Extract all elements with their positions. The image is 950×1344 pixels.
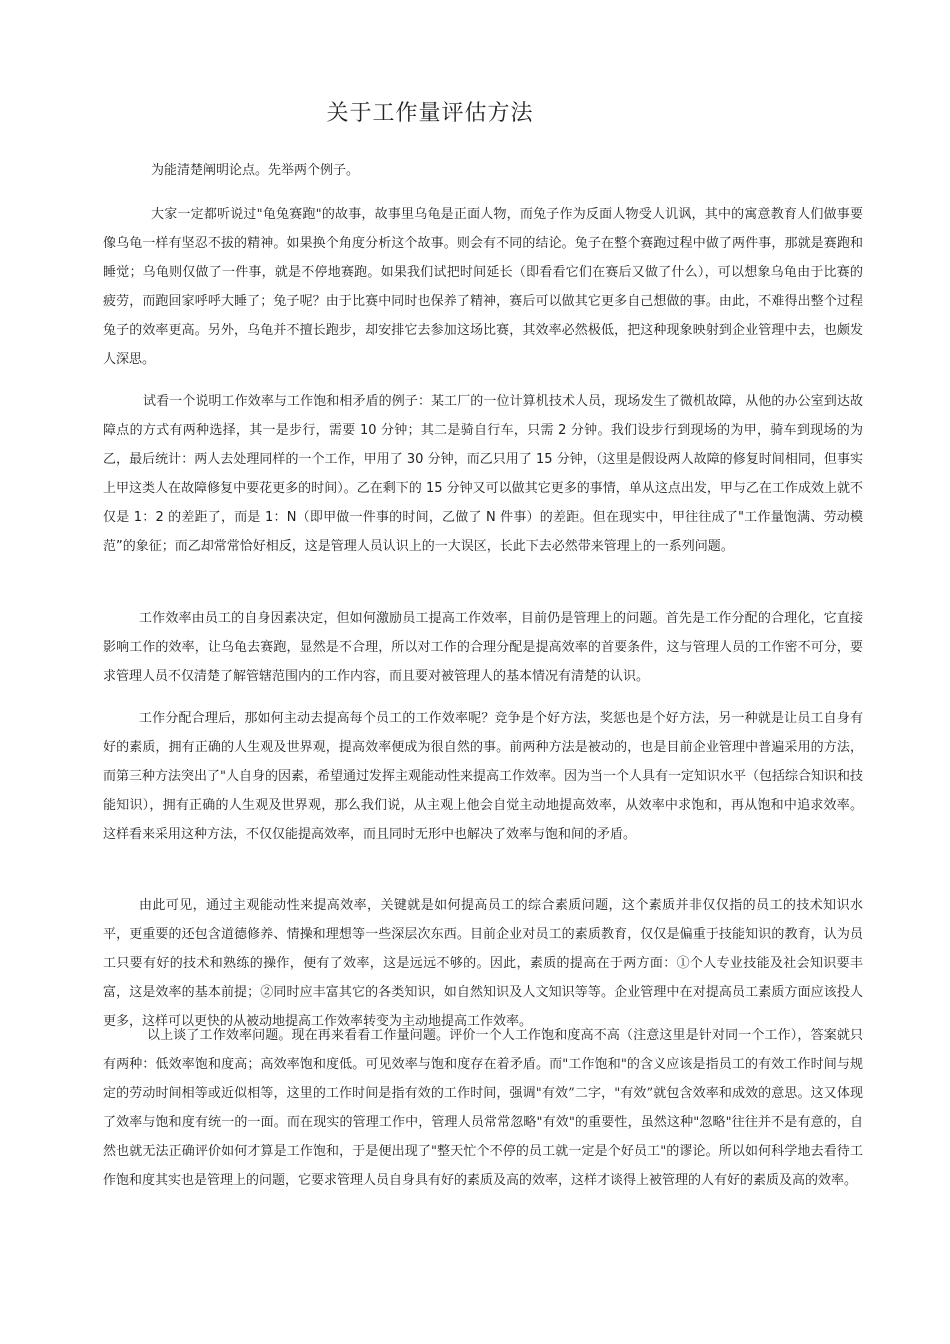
paragraph-employee-quality: 由此可见，通过主观能动性来提高效率，关键就是如何提高员工的综合素质问题，这个素质并非仅仅指的员工的技术知识水平，更重要的还包含道德修养、情操和理想等一些深层次东西。目前企业对员工的素质教育，仅仅是偏重于技能知识的教育，认为员工只要有好的技术和熟练的操作，便有了效率，这是远远不够的。因此，素质的提高在于两方面：①个人专业技能及社会知识要丰富，这是效率的基本前提；②同时应丰富其它的各类知识，如自然知识及人文知识等等。企业管理中在对提高员工素质方面应该投人更多，这样可以更快的从被动地提高工作效率转变为主动地提高工作效率。 — [103, 898, 863, 1029]
paragraph-technician-example: 试看一个说明工作效率与工作饱和相矛盾的例子：某工厂的一位计算机技术人员，现场发生了微机故障，从他的办公室到达故障点的方式有两种选择，其一是步行，需要 10 分钟；其二是骑自行车，只需 2 分钟。我们设步行到现场的为甲，骑车到现场的为乙，最后统计：两人去处理同样的一个工作，甲用了 30 分钟，而乙只用了 15 分钟，（这里是假设两人故障的修复时间相同，但事实上甲这类人在故障修复中要花更多的时间）。乙在剩下的 15 分钟又可以做其它更多的事情，单从这点出发，甲与乙在工作成效上就不仅是 1：2 的差距了，而是 1：N（即甲做一件事的时间，乙做了 N 件事）的差距。但在现实中，甲往往成了"工作量饱满、劳动模范”的象征；而乙却常常恰好相反，这是管理人员认识上的一大误区，长此下去必然带来管理上的一系列问题。 — [103, 394, 863, 554]
paragraph-work-efficiency: 工作效率由员工的自身因素决定，但如何激励员工提高工作效率，目前仍是管理上的问题。首先是工作分配的合理化，它直接影响工作的效率，让乌龟去赛跑，显然是不合理，所以对工作的合理分配是提高效率的首要条件，这与管理人员的工作密不可分，要求管理人员不仅清楚了解管辖范围内的工作内容，而且要对被管理人的基本情况有清楚的认识。 — [103, 611, 863, 684]
paragraph-intro: 为能清楚阐明论点。先举两个例子。 — [151, 163, 360, 178]
document-title: 关于工作量评估方法 — [326, 101, 534, 126]
paragraph-workload: 以上谈了工作效率问题。现在再来看看工作量问题。评价一个人工作饱和度高不高（注意这里是针对同一个工作），答案就只有两种：低效率饱和度高；高效率饱和度低。可见效率与饱和度存在着矛盾。而"工作饱和"的含义应该是指员工的有效工作时间与规定的劳动时间相等或近似相等，这里的工作时间是指有效的工作时间，强调"有效”二字，"有效”就包含效率和成效的意思。这又体现了效率与饱和度有统一的一面。而在现实的管理工作中，管理人员常常忽略"有效"的重要性，虽然这种"忽略"往往并不是有意的，自然也就无法正确评价如何才算是工作饱和，于是便出现了"整天忙个不停的员工就一定是个好员工"的谬论。所以如何科学地去看待工作饱和度其实也是管理上的问题，它要求管理人员自身具有好的素质及高的效率，这样才谈得上被管理的人有好的素质及高的效率。 — [103, 1028, 863, 1188]
paragraph-tortoise-hare: 大家一定都听说过"龟兔赛跑"的故事，故事里乌龟是正面人物，而兔子作为反面人物受人讥讽，其中的寓意教育人们做事要像乌龟一样有坚忍不拔的精神。如果换个角度分析这个故事。则会有不同的结论。兔子在整个赛跑过程中做了两件事，那就是赛跑和睡觉；乌龟则仅做了一件事，就是不停地赛跑。如果我们试把时间延长（即看看它们在赛后又做了什么），可以想象乌龟由于比赛的疲劳，而跑回家呼呼大睡了；兔子呢？由于比赛中同时也保养了精神，赛后可以做其它更多自己想做的事。由此，不难得出整个过程兔子的效率更高。另外，乌龟并不擅长跑步，却安排它去参加这场比赛，其效率必然极低，把这种现象映射到企业管理中去，也颇发人深思。 — [103, 207, 863, 367]
paragraph-work-allocation: 工作分配合理后，那如何主动去提高每个员工的工作效率呢？竞争是个好方法，奖惩也是个好方法，另一种就是让员工自身有好的素质，拥有正确的人生观及世界观，提高效率便成为很自然的事。前两种方法是被动的，也是目前企业管理中普遍采用的方法，而第三种方法突出了"人自身的因素，希望通过发挥主观能动性来提高工作效率。因为当一个人具有一定知识水平（包括综合知识和技能知识），拥有正确的人生观及世界观，那么我们说，从主观上他会自觉主动地提高效率，从效率中求饱和，再从饱和中追求效率。这样看来采用这种方法，不仅仅能提高效率，而且同时无形中也解决了效率与饱和间的矛盾。 — [103, 711, 863, 842]
